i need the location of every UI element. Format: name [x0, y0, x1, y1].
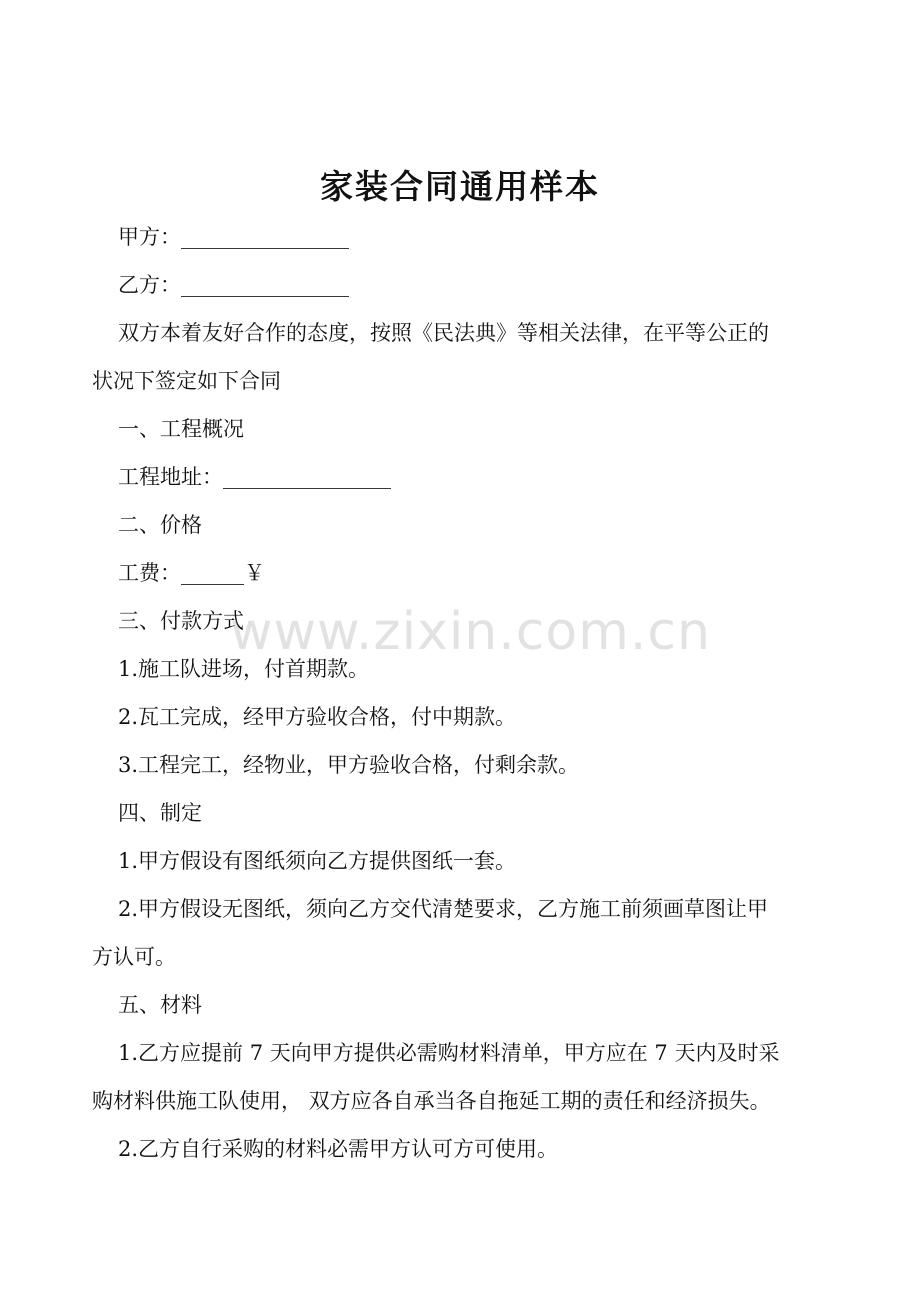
section-heading-2: 二、价格 — [118, 513, 202, 537]
party-b-line: 乙方：________________ — [118, 273, 349, 297]
labor-fee-line: 工费：______￥ — [118, 561, 265, 585]
watermark: www.zixin.com.cn — [230, 602, 711, 662]
payment-item-1: 1.施工队进场，付首期款。 — [118, 657, 370, 681]
document-title: 家装合同通用样本 — [320, 167, 600, 206]
material-item-1-line-1: 1.乙方应提前 7 天向甲方提供必需购材料清单，甲方应在 7 天内及时采 — [118, 1041, 780, 1065]
section-heading-5: 五、材料 — [118, 993, 202, 1017]
project-address-line: 工程地址：________________ — [118, 465, 391, 489]
material-item-1-line-2: 购材料供施工队使用， 双方应各自承当各自拖延工期的责任和经济损失。 — [92, 1089, 771, 1113]
drawing-item-1: 1.甲方假设有图纸须向乙方提供图纸一套。 — [118, 849, 517, 873]
section-heading-4: 四、制定 — [118, 801, 202, 825]
payment-item-3: 3.工程完工，经物业，甲方验收合格，付剩余款。 — [118, 753, 580, 777]
material-item-2: 2.乙方自行采购的材料必需甲方认可方可使用。 — [118, 1137, 559, 1161]
section-heading-1: 一、工程概况 — [118, 417, 244, 441]
drawing-item-2-line-2: 方认可。 — [92, 945, 176, 969]
preamble-line-1: 双方本着友好合作的态度，按照《民法典》等相关法律，在平等公正的 — [118, 321, 769, 345]
preamble-line-2: 状况下签定如下合同 — [92, 369, 281, 393]
payment-item-2: 2.瓦工完成，经甲方验收合格，付中期款。 — [118, 705, 517, 729]
section-heading-3: 三、付款方式 — [118, 609, 244, 633]
party-a-line: 甲方：________________ — [118, 225, 349, 249]
drawing-item-2-line-1: 2.甲方假设无图纸，须向乙方交代清楚要求，乙方施工前须画草图让甲 — [118, 897, 769, 921]
